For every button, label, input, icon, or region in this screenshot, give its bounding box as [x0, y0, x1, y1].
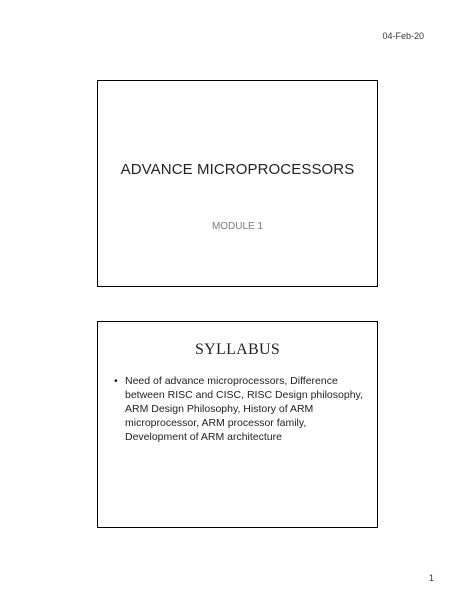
page-header-date: 04-Feb-20: [382, 31, 424, 41]
page-number: 1: [428, 573, 434, 583]
slide-subtitle: MODULE 1: [211, 221, 264, 232]
syllabus-slide: [97, 321, 378, 528]
bullet-icon: •: [114, 375, 118, 387]
syllabus-bullet-list: [114, 374, 365, 444]
list-item: [114, 374, 365, 444]
syllabus-topics-text: Need of advance microprocessors, Difference between RISC and CISC, RISC Design philosophy, ARM Design Philosophy, History of ARM microprocessor, ARM processor family, Development of ARM architecture: [125, 375, 363, 443]
syllabus-heading: SYLLABUS: [194, 341, 281, 358]
slide-title: ADVANCE MICROPROCESSORS: [120, 161, 355, 178]
title-slide: [97, 80, 378, 287]
